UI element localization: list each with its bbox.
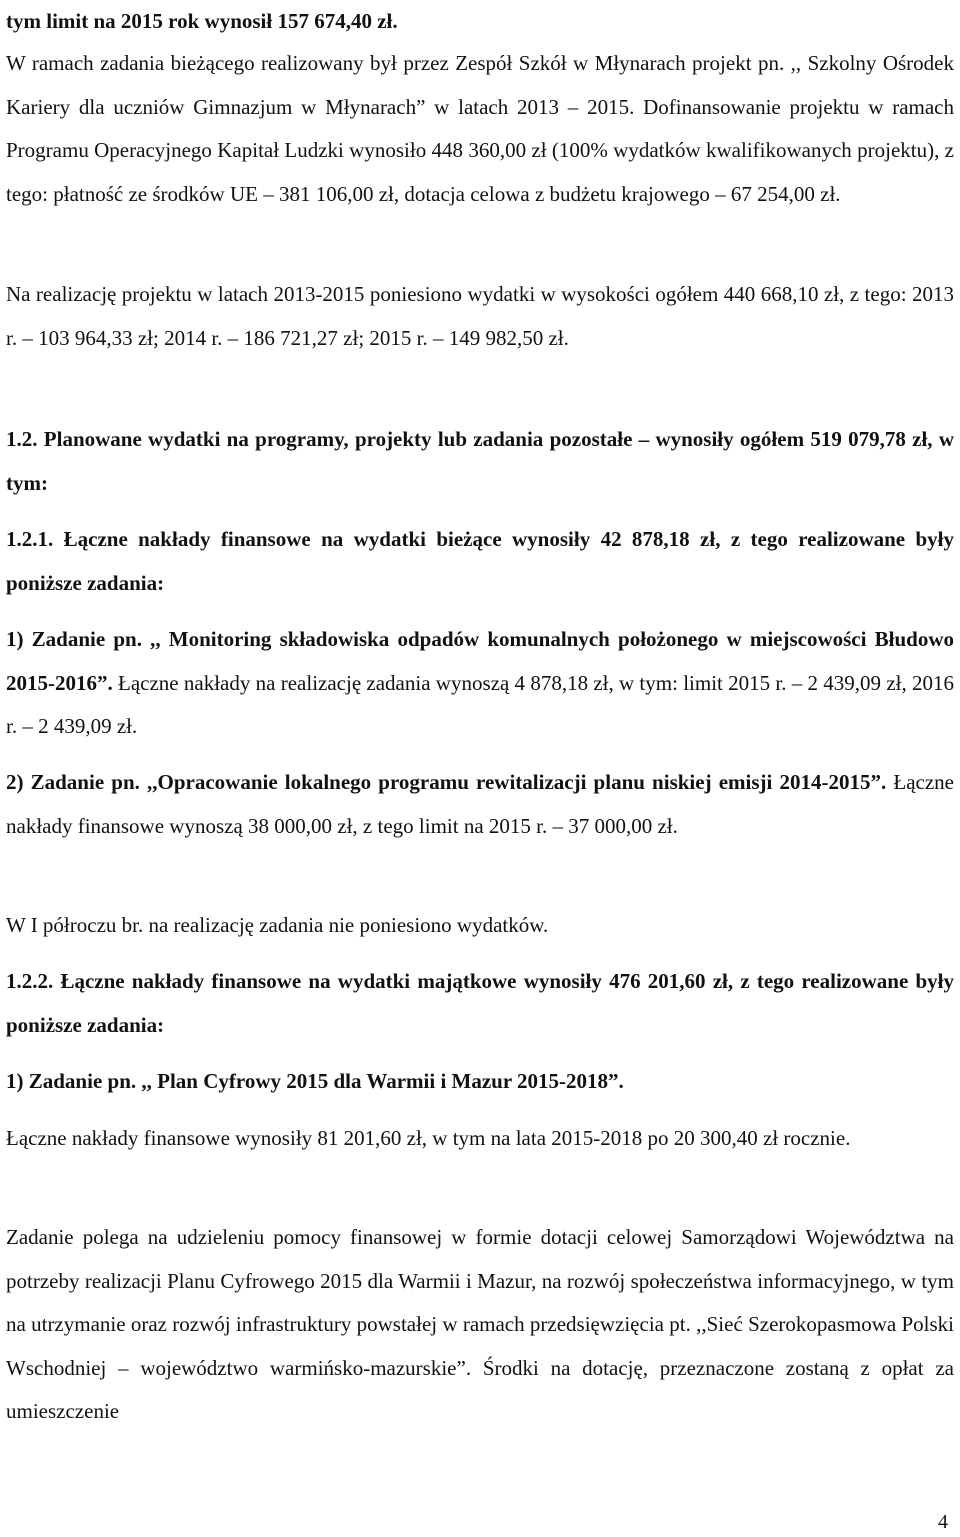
text-segment: Łączne nakłady finansowe wynoszą 38 000,00 zł, z tego limit na 2015 r. – 37 000,00 zł. — [6, 770, 954, 838]
text-segment: 1.2.1. Łączne nakłady finansowe na wydatki bieżące wynosiły 42 878,18 zł, z tego realizowane były poniższe zadania: — [6, 527, 954, 595]
text-segment: W I półroczu br. na realizację zadania nie poniesiono wydatków. — [6, 913, 549, 937]
paragraph-no-expenses — [6, 904, 954, 948]
text-segment: 1.2. Planowane wydatki na programy, projekty lub zadania pozostałe – wynosiły ogółem 519 079,78 zł, w tym: — [6, 427, 954, 495]
paragraph-project-expenses — [6, 273, 954, 360]
text-segment: 1.2.2. Łączne nakłady finansowe na wydatki majątkowe wynosiły 476 201,60 zł, z tego realizowane były poniższe zadania: — [6, 969, 954, 1037]
text-segment: Zadanie polega na udzieleniu pomocy finansowej w formie dotacji celowej Samorządowi Województwa na potrzeby realizacji Planu Cyfrowego 2015 dla Warmii i Mazur, na rozwój społeczeństwa informacyjnego, w tym na utrzymanie oraz rozwój infrastruktury powstałej w ramach przedsięwzięcia pt. ,,Sieć Szerokopasmowa Polski Wschodniej – województwo warmińsko-mazurskie”. Środki na dotację, przeznaczone zostaną z opłat za umieszczenie — [6, 1225, 954, 1423]
text-segment: Na realizację projektu w latach 2013-2015 poniesiono wydatki w wysokości ogółem 440 668,10 zł, z tego: 2013 r. – 103 964,33 zł; 2014 r. – 186 721,27 zł; 2015 r. – 149 982,50 zł. — [6, 282, 954, 350]
heading-1-2-2 — [6, 960, 954, 1047]
paragraph-task-revitalization — [6, 761, 954, 848]
text-segment: tym limit na 2015 rok wynosił 157 674,40 zł. — [6, 9, 398, 33]
paragraph-plan-cyfrowy-costs — [6, 1117, 954, 1161]
heading-1-2-1 — [6, 518, 954, 605]
text-segment: 1) Zadanie pn. ,, Plan Cyfrowy 2015 dla Warmii i Mazur 2015-2018”. — [6, 1069, 624, 1093]
text-segment: Łączne nakłady finansowe wynosiły 81 201,60 zł, w tym na lata 2015-2018 po 20 300,40 zł rocznie. — [6, 1126, 851, 1150]
paragraph-task-plan-cyfrowy — [6, 1060, 954, 1104]
text-segment: Łączne nakłady na realizację zadania wynoszą 4 878,18 zł, w tym: limit 2015 r. – 2 439,09 zł, 2016 r. – 2 439,09 zł. — [6, 670, 954, 738]
heading-1-2 — [6, 418, 954, 505]
text-segment: 1) Zadanie pn. ,, Monitoring składowiska odpadów komunalnych położonego w miejscowości Błudowo 2015-2016”. — [6, 627, 954, 695]
page-number: 4 — [938, 1511, 948, 1533]
paragraph-limit-2015 — [6, 0, 954, 44]
text-segment: W ramach zadania bieżącego realizowany był przez Zespół Szkół w Młynarach projekt pn. ,, Szkolny Ośrodek Kariery dla uczniów Gimnazjum w Młynarach” w latach 2013 – 2015. Dofinansowanie projektu w ramach Programu Operacyjnego Kapitał Ludzki wynosiło 448 360,00 zł (100% wydatków kwalifikowanych projektu), z tego: płatność ze środków UE – 381 106,00 zł, dotacja celowa z budżetu krajowego – 67 254,00 zł. — [6, 51, 954, 206]
paragraph-plan-cyfrowy-description — [6, 1216, 954, 1434]
text-segment: 2) Zadanie pn. ,,Opracowanie lokalnego programu rewitalizacji planu niskiej emisji 2014-2015”. — [6, 770, 894, 794]
paragraph-task-monitoring — [6, 618, 954, 749]
paragraph-school-project — [6, 42, 954, 216]
